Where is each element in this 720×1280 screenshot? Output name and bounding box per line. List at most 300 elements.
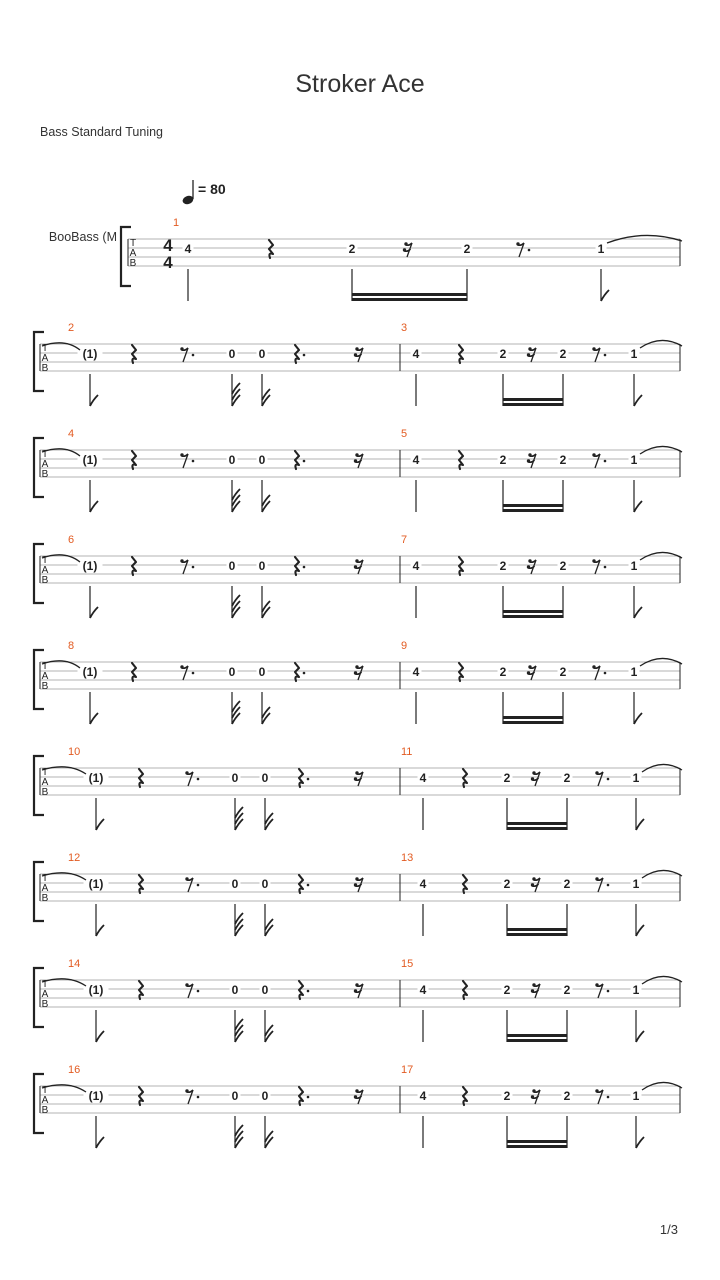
beam	[507, 1034, 567, 1037]
fret-number: 1	[632, 877, 640, 891]
rest-flag-dot	[185, 771, 188, 774]
fret-number: 0	[258, 453, 266, 467]
beam	[507, 827, 567, 830]
rest-dot	[197, 884, 200, 887]
fret-number: 1	[597, 242, 605, 256]
beam	[503, 398, 563, 401]
rest-flag-dot	[528, 453, 531, 456]
rest-flag-dot	[354, 777, 357, 780]
rest-8d	[516, 242, 530, 257]
rest-flag-dot	[355, 877, 358, 880]
fret-number: 2	[463, 242, 471, 256]
note-flag	[96, 925, 104, 936]
rest-dot	[307, 990, 310, 993]
rest-flag-dot	[354, 353, 357, 356]
rest-dot	[307, 778, 310, 781]
beam	[503, 610, 563, 613]
fret-number: 2	[559, 347, 567, 361]
tab-clef-letter: B	[41, 893, 49, 904]
beam	[503, 504, 563, 507]
rest-stroke	[295, 345, 299, 363]
rest-flag-dot	[355, 771, 358, 774]
rest-dot	[607, 1096, 610, 1099]
rest-flag-dot	[354, 883, 357, 886]
fret-number: 2	[499, 453, 507, 467]
tab-clef-letter: B	[41, 681, 49, 692]
tab-clef-letter: T	[129, 238, 137, 249]
fret-number: 2	[563, 771, 571, 785]
measure-number: 1	[173, 217, 180, 229]
note-flag	[636, 1031, 644, 1042]
rest-16	[354, 665, 363, 680]
fret-number: 0	[231, 983, 239, 997]
tab-clef-letter: B	[129, 258, 137, 269]
fret-number: (1)	[82, 665, 98, 679]
fret-number: 1	[630, 347, 638, 361]
rest-flag-dot	[355, 665, 358, 668]
measure-number: 2	[68, 322, 75, 334]
rest-flag-dot	[180, 559, 183, 562]
rest-stroke	[463, 981, 467, 999]
measure-number: 7	[401, 534, 408, 546]
fret-number: 2	[559, 665, 567, 679]
rest-stroke	[459, 663, 463, 681]
measure-number: 16	[68, 1064, 81, 1076]
fret-number: 0	[261, 983, 269, 997]
fret-number: 2	[563, 983, 571, 997]
fret-number: 2	[559, 453, 567, 467]
fret-number: 2	[499, 559, 507, 573]
rest-16	[354, 453, 363, 468]
rest-q	[269, 240, 273, 258]
rest-flag-dot	[180, 347, 183, 350]
tab-clef-letter: A	[41, 989, 49, 1000]
rest-16	[354, 771, 363, 786]
fret-number: (1)	[88, 1089, 104, 1103]
rest-flag-dot	[531, 883, 534, 886]
rest-q	[132, 451, 136, 469]
rest-flag-dot	[355, 347, 358, 350]
fret-number: 0	[228, 665, 236, 679]
rest-qd	[299, 1087, 309, 1105]
measure-number: 9	[401, 640, 408, 652]
tab-clef-letter: A	[41, 565, 49, 576]
note-flag	[634, 501, 642, 512]
rest-flag-dot	[531, 777, 534, 780]
fret-number: 2	[563, 1089, 571, 1103]
fret-number: 0	[258, 665, 266, 679]
beam	[503, 403, 563, 406]
rest-flag-dot	[516, 242, 519, 245]
rest-8d	[180, 559, 194, 574]
rest-8d	[180, 665, 194, 680]
measure-number: 5	[401, 428, 408, 440]
rest-16	[531, 1089, 540, 1104]
rest-flag-dot	[355, 559, 358, 562]
score-title: Stroker Ace	[295, 70, 425, 98]
rest-stroke	[299, 1087, 303, 1105]
fret-number: 2	[559, 559, 567, 573]
rest-stroke	[463, 1087, 467, 1105]
rest-16	[527, 665, 536, 680]
rest-flag-dot	[528, 347, 531, 350]
rest-flag-dot	[404, 242, 407, 245]
rest-dot	[192, 672, 195, 675]
measure-number: 13	[401, 852, 414, 864]
rest-q	[139, 1087, 143, 1105]
tab-clef-letter: A	[41, 671, 49, 682]
fret-number: (1)	[82, 347, 98, 361]
note-flag	[636, 1137, 644, 1148]
rest-q	[459, 345, 463, 363]
rest-q	[463, 981, 467, 999]
rest-dot	[604, 566, 607, 569]
measure-number: 12	[68, 852, 81, 864]
fret-number: (1)	[88, 771, 104, 785]
tab-clef-letter: A	[41, 1095, 49, 1106]
rest-dot	[192, 566, 195, 569]
rest-dot	[197, 1096, 200, 1099]
fret-number: 1	[630, 559, 638, 573]
rest-stroke	[295, 663, 299, 681]
rest-q	[132, 557, 136, 575]
rest-flag-dot	[592, 453, 595, 456]
rest-stroke	[139, 1087, 143, 1105]
tab-clef-letter: T	[41, 1085, 49, 1096]
rest-dot	[528, 249, 531, 252]
rest-16	[354, 983, 363, 998]
time-signature-bottom: 4	[163, 253, 173, 272]
rest-qd	[299, 981, 309, 999]
rest-dot	[607, 884, 610, 887]
fret-number: 4	[184, 242, 192, 256]
rest-8d	[595, 771, 609, 786]
fret-number: 1	[632, 771, 640, 785]
fret-number: 2	[503, 1089, 511, 1103]
rest-flag-dot	[531, 989, 534, 992]
fret-number: 2	[563, 877, 571, 891]
rest-qd	[295, 345, 305, 363]
note-flag	[636, 819, 644, 830]
beam	[503, 716, 563, 719]
fret-number: 4	[419, 771, 427, 785]
tab-clef-letter: B	[41, 1105, 49, 1116]
tab-clef-letter: T	[41, 661, 49, 672]
rest-stroke	[459, 345, 463, 363]
beam	[507, 933, 567, 936]
note-flag	[601, 290, 609, 301]
note-flag	[90, 395, 98, 406]
rest-flag-dot	[527, 353, 530, 356]
rest-flag-dot	[595, 877, 598, 880]
rest-8d	[180, 347, 194, 362]
beam	[507, 1140, 567, 1143]
rest-dot	[607, 990, 610, 993]
note-flag	[90, 501, 98, 512]
fret-number: 2	[503, 983, 511, 997]
rest-16	[527, 453, 536, 468]
rest-stroke	[269, 240, 273, 258]
measure-number: 17	[401, 1064, 414, 1076]
fret-number: 1	[632, 1089, 640, 1103]
beam	[507, 822, 567, 825]
fret-number: 2	[499, 665, 507, 679]
fret-number: 0	[231, 771, 239, 785]
rest-dot	[303, 354, 306, 357]
measure-number: 15	[401, 958, 414, 970]
beam	[503, 615, 563, 618]
rest-flag-dot	[185, 877, 188, 880]
rest-dot	[197, 778, 200, 781]
rest-flag-dot	[354, 671, 357, 674]
rest-qd	[295, 451, 305, 469]
rest-flag-dot	[532, 1089, 535, 1092]
tab-clef-letter: B	[41, 469, 49, 480]
page-number: 1/3	[659, 1222, 678, 1237]
rest-flag-dot	[355, 983, 358, 986]
rest-q	[132, 345, 136, 363]
rest-stroke	[139, 875, 143, 893]
rest-16	[531, 877, 540, 892]
rest-flag-dot	[354, 989, 357, 992]
tuning-label: Bass Standard Tuning	[40, 125, 163, 139]
fret-number: (1)	[88, 983, 104, 997]
rest-flag-dot	[592, 347, 595, 350]
fret-number: (1)	[82, 559, 98, 573]
rest-dot	[303, 566, 306, 569]
beam	[507, 1039, 567, 1042]
rest-dot	[607, 778, 610, 781]
fret-number: 4	[419, 877, 427, 891]
rest-qd	[295, 663, 305, 681]
rest-flag-dot	[354, 1095, 357, 1098]
rest-flag-dot	[528, 665, 531, 668]
fret-number: 4	[412, 665, 420, 679]
rest-stroke	[295, 557, 299, 575]
rest-flag-dot	[595, 1089, 598, 1092]
rest-q	[459, 663, 463, 681]
fret-number: 0	[228, 559, 236, 573]
rest-flag-dot	[595, 771, 598, 774]
rest-q	[463, 1087, 467, 1105]
rest-8d	[592, 347, 606, 362]
note-flag	[634, 607, 642, 618]
fret-number: 2	[348, 242, 356, 256]
beam	[507, 928, 567, 931]
rest-8d	[185, 983, 199, 998]
note-flag	[96, 819, 104, 830]
rest-16	[354, 347, 363, 362]
rest-flag-dot	[532, 877, 535, 880]
rest-stroke	[132, 345, 136, 363]
rest-8d	[592, 559, 606, 574]
note-flag	[90, 713, 98, 724]
rest-8d	[185, 877, 199, 892]
rest-8d	[592, 665, 606, 680]
rest-stroke	[139, 981, 143, 999]
note-flag	[634, 713, 642, 724]
tab-clef-letter: A	[41, 777, 49, 788]
fret-number: 0	[228, 347, 236, 361]
fret-number: 0	[258, 559, 266, 573]
rest-dot	[604, 460, 607, 463]
fret-number: 0	[258, 347, 266, 361]
rest-flag-dot	[180, 453, 183, 456]
rest-flag-dot	[180, 665, 183, 668]
measure-number: 3	[401, 322, 408, 334]
rest-8d	[185, 1089, 199, 1104]
rest-16	[527, 347, 536, 362]
fret-number: 0	[261, 877, 269, 891]
rest-stroke	[299, 875, 303, 893]
rest-stroke	[463, 875, 467, 893]
rest-q	[463, 769, 467, 787]
rest-16	[403, 242, 412, 257]
tab-clef-letter: T	[41, 767, 49, 778]
rest-dot	[197, 990, 200, 993]
note-flag	[96, 1031, 104, 1042]
time-signature-top: 4	[163, 236, 173, 255]
note-flag	[636, 925, 644, 936]
rest-flag-dot	[527, 671, 530, 674]
rest-q	[459, 557, 463, 575]
tab-clef-letter: B	[41, 575, 49, 586]
rest-16	[531, 771, 540, 786]
rest-flag-dot	[403, 248, 406, 251]
rest-flag-dot	[185, 1089, 188, 1092]
note-flag	[90, 607, 98, 618]
tab-clef-letter: T	[41, 555, 49, 566]
fret-number: 0	[261, 1089, 269, 1103]
rest-16	[527, 559, 536, 574]
rest-q	[139, 875, 143, 893]
measure-number: 10	[68, 746, 81, 758]
fret-number: 4	[412, 347, 420, 361]
rest-8d	[180, 453, 194, 468]
measure-number: 14	[68, 958, 81, 970]
rest-flag-dot	[355, 1089, 358, 1092]
beam	[352, 298, 467, 301]
rest-flag-dot	[185, 983, 188, 986]
rest-flag-dot	[527, 565, 530, 568]
measure-number: 4	[68, 428, 75, 440]
rest-flag-dot	[354, 459, 357, 462]
rest-flag-dot	[528, 559, 531, 562]
rest-stroke	[459, 557, 463, 575]
rest-dot	[303, 460, 306, 463]
rest-8d	[595, 983, 609, 998]
rest-qd	[295, 557, 305, 575]
rest-stroke	[299, 981, 303, 999]
rest-stroke	[459, 451, 463, 469]
rest-dot	[303, 672, 306, 675]
note-flag	[96, 1137, 104, 1148]
rest-8d	[185, 771, 199, 786]
fret-number: (1)	[82, 453, 98, 467]
beam	[503, 721, 563, 724]
rest-16	[354, 559, 363, 574]
rest-stroke	[132, 451, 136, 469]
rest-stroke	[132, 663, 136, 681]
rest-flag-dot	[355, 453, 358, 456]
fret-number: 0	[228, 453, 236, 467]
rest-q	[132, 663, 136, 681]
fret-number: 0	[231, 877, 239, 891]
rest-stroke	[295, 451, 299, 469]
rest-q	[463, 875, 467, 893]
rest-flag-dot	[354, 565, 357, 568]
rest-q	[139, 981, 143, 999]
measure-number: 8	[68, 640, 75, 652]
fret-number: 1	[630, 665, 638, 679]
rest-dot	[192, 460, 195, 463]
rest-q	[139, 769, 143, 787]
tab-clef-letter: B	[41, 363, 49, 374]
tab-clef-letter: B	[41, 999, 49, 1010]
rest-qd	[299, 769, 309, 787]
rest-flag-dot	[595, 983, 598, 986]
fret-number: 0	[261, 771, 269, 785]
measure-number: 6	[68, 534, 75, 546]
fret-number: 2	[499, 347, 507, 361]
fret-number: (1)	[88, 877, 104, 891]
tab-clef-letter: A	[41, 883, 49, 894]
rest-dot	[604, 354, 607, 357]
rest-q	[459, 451, 463, 469]
rest-stroke	[299, 769, 303, 787]
rest-dot	[192, 354, 195, 357]
rest-8d	[595, 877, 609, 892]
rest-flag-dot	[532, 983, 535, 986]
fret-number: 1	[632, 983, 640, 997]
tab-clef-letter: A	[41, 459, 49, 470]
rest-dot	[604, 672, 607, 675]
rest-stroke	[463, 769, 467, 787]
rest-stroke	[139, 769, 143, 787]
rest-16	[531, 983, 540, 998]
tab-clef-letter: A	[129, 248, 137, 259]
rest-qd	[299, 875, 309, 893]
beam	[507, 1145, 567, 1148]
fret-number: 1	[630, 453, 638, 467]
tab-clef-letter: T	[41, 343, 49, 354]
fret-number: 2	[503, 771, 511, 785]
tab-clef-letter: T	[41, 449, 49, 460]
tab-clef-letter: A	[41, 353, 49, 364]
rest-16	[354, 1089, 363, 1104]
fret-number: 2	[503, 877, 511, 891]
tempo-marking	[181, 180, 194, 206]
rest-flag-dot	[532, 771, 535, 774]
beam	[352, 293, 467, 296]
rest-flag-dot	[592, 559, 595, 562]
fret-number: 4	[412, 453, 420, 467]
rest-flag-dot	[527, 459, 530, 462]
rest-flag-dot	[531, 1095, 534, 1098]
tempo-bpm: = 80	[198, 181, 226, 197]
tab-clef-letter: T	[41, 873, 49, 884]
measure-number: 11	[401, 746, 413, 758]
fret-number: 0	[231, 1089, 239, 1103]
rest-16	[354, 877, 363, 892]
track-name: BooBass (M	[48, 230, 117, 244]
rest-dot	[307, 1096, 310, 1099]
rest-dot	[307, 884, 310, 887]
rest-8d	[592, 453, 606, 468]
tab-clef-letter: B	[41, 787, 49, 798]
rest-flag-dot	[592, 665, 595, 668]
fret-number: 4	[419, 1089, 427, 1103]
